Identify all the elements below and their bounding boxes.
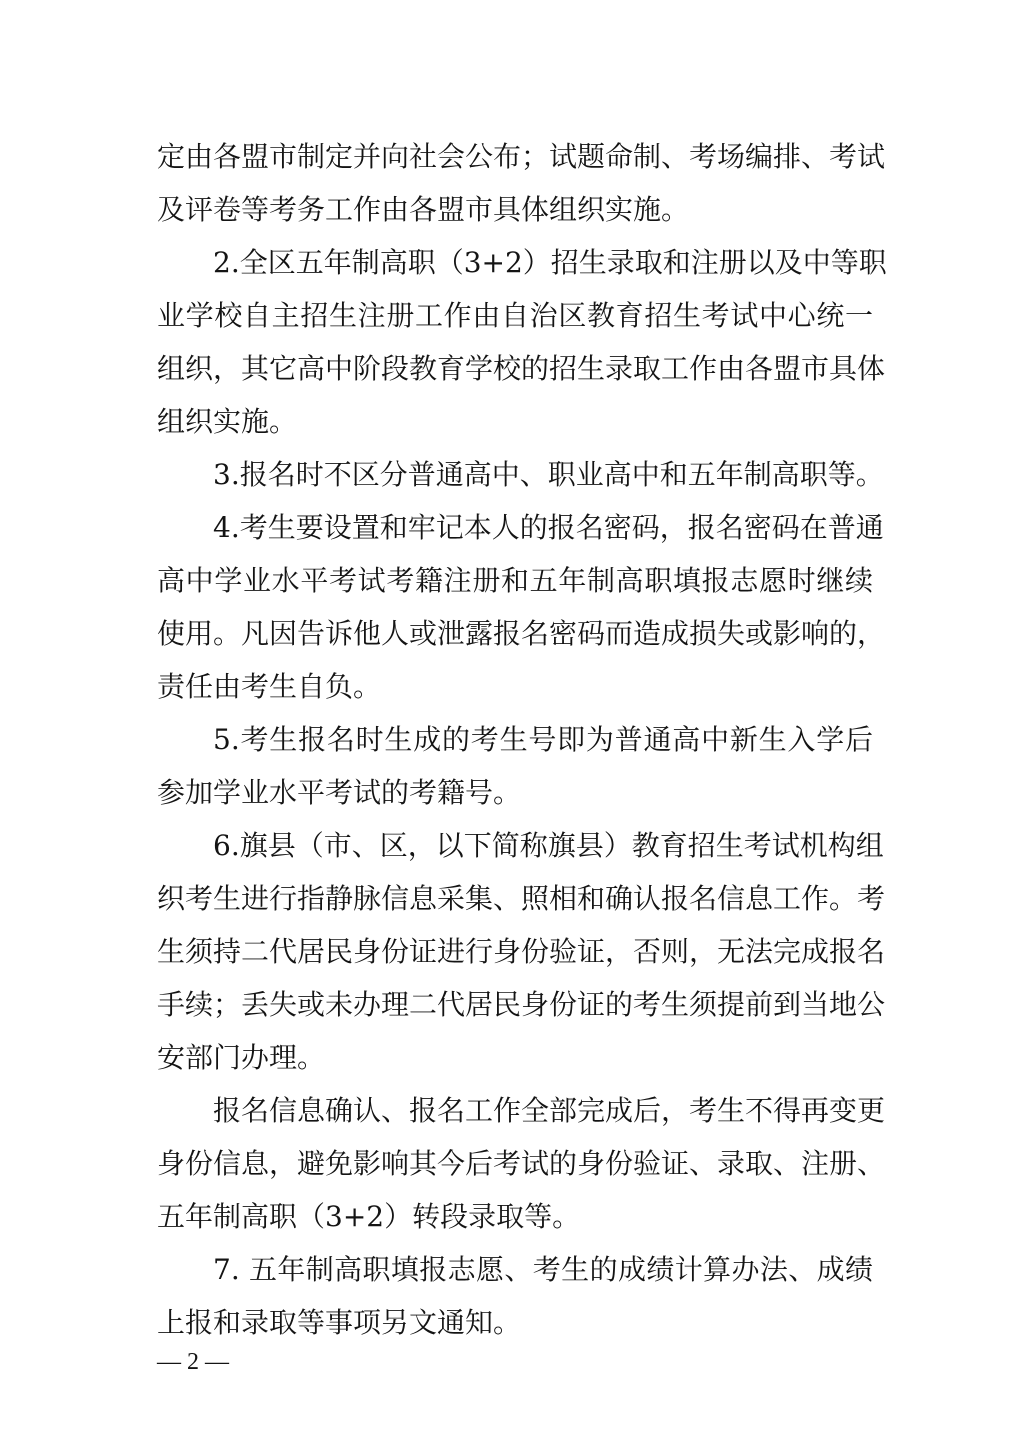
page-number: — 2 —: [157, 1349, 229, 1375]
text-line: 责任由考生自负。: [157, 670, 382, 703]
text-line: 5.考生报名时生成的考生号即为普通高中新生入学后: [213, 723, 873, 756]
text-line: 身份信息，避免影响其今后考试的身份验证、录取、注册、: [157, 1147, 886, 1180]
text-line: 参加学业水平考试的考籍号。: [157, 776, 522, 809]
text-line: 安部门办理。: [157, 1041, 326, 1074]
text-line: 上报和录取等事项另文通知。: [157, 1306, 522, 1339]
text-line: 定由各盟市制定并向社会公布；试题命制、考场编排、考试: [157, 140, 886, 173]
text-line: 3.报名时不区分普通高中、职业高中和五年制高职等。: [213, 458, 884, 491]
text-line: 组织，其它高中阶段教育学校的招生录取工作由各盟市具体: [157, 352, 886, 385]
text-line: 手续；丢失或未办理二代居民身份证的考生须提前到当地公: [157, 988, 886, 1021]
text-line: 使用。凡因告诉他人或泄露报名密码而造成损失或影响的，: [157, 617, 886, 650]
text-line: 2.全区五年制高职（3+2）招生录取和注册以及中等职: [213, 246, 887, 279]
text-line: 织考生进行指静脉信息采集、照相和确认报名信息工作。考: [157, 882, 886, 915]
text-line: 7. 五年制高职填报志愿、考生的成绩计算办法、成绩: [213, 1253, 873, 1286]
text-line: 6.旗县（市、区，以下简称旗县）教育招生考试机构组: [213, 829, 884, 862]
text-line: 报名信息确认、报名工作全部完成后，考生不得再变更: [213, 1094, 886, 1127]
text-line: 高中学业水平考试考籍注册和五年制高职填报志愿时继续: [157, 564, 873, 597]
text-line: 业学校自主招生注册工作由自治区教育招生考试中心统一: [157, 299, 873, 332]
text-line: 4.考生要设置和牢记本人的报名密码，报名密码在普通: [213, 511, 884, 544]
text-line: 组织实施。: [157, 405, 298, 438]
text-line: 及评卷等考务工作由各盟市具体组织实施。: [157, 193, 690, 226]
text-line: 五年制高职（3+2）转段录取等。: [157, 1200, 581, 1233]
text-line: 生须持二代居民身份证进行身份验证，否则，无法完成报名: [157, 935, 886, 968]
